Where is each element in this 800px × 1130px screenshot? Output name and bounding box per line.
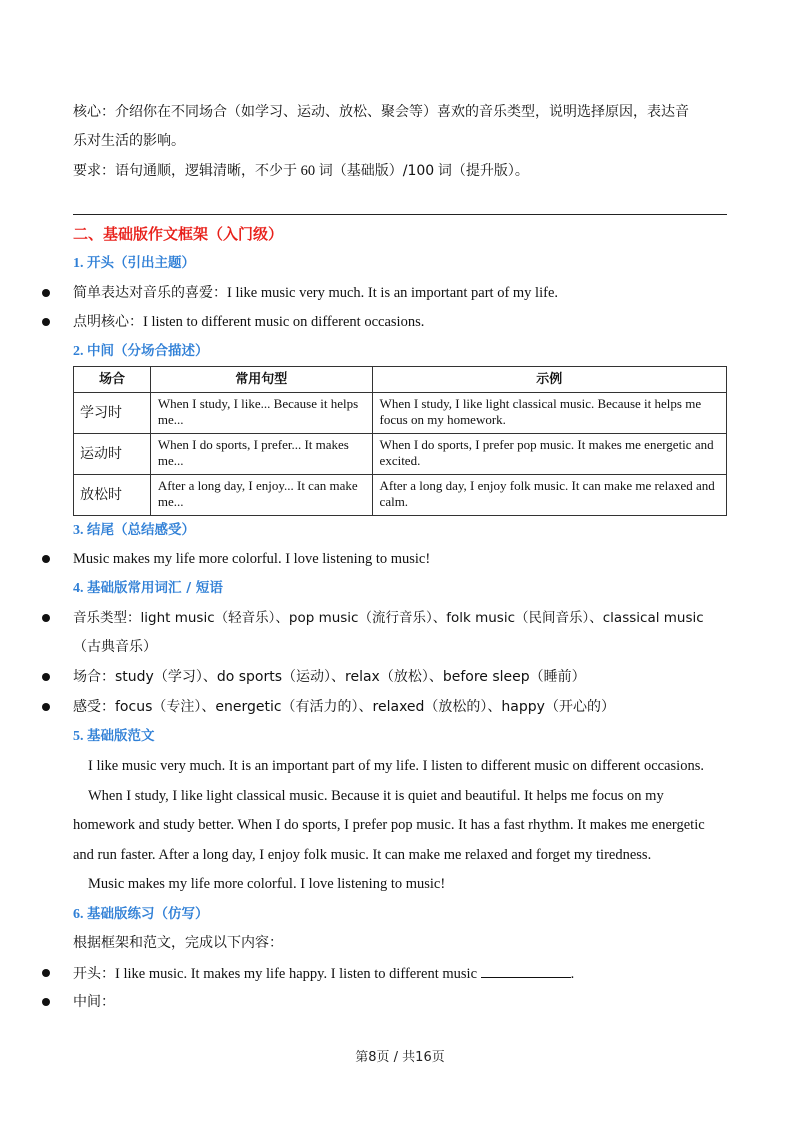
essay-line: When I study, I like light classical music. Because it is quiet and beautiful. It helps me focus on my [88, 788, 664, 804]
req-mid: 词（基础版）/100 [318, 163, 435, 179]
header-pattern: 常用句型 [150, 367, 372, 393]
core-line-2: 乐对生活的影响。 [73, 133, 185, 149]
subsection-6-heading: 6. 基础版练习（仿写） [73, 906, 209, 922]
bullet-icon [42, 614, 50, 622]
essay-line: Music makes my life more colorful. I love listening to music! [88, 876, 446, 892]
section-title: 二、基础版作文框架（入门级） [73, 225, 284, 243]
bullet-icon [42, 969, 50, 977]
essay-line: I like music very much. It is an important part of my life. I listen to different music on different occasions. [88, 758, 704, 774]
bullet-icon [42, 998, 50, 1006]
header-scene: 场合 [74, 367, 151, 393]
page-footer: 第8页 / 共16页 [355, 1050, 445, 1065]
occasion-table [73, 366, 727, 516]
subsection-5-heading: 5. 基础版范文 [73, 728, 155, 744]
req-n2: 词（提升版）。 [437, 163, 529, 179]
fill-in-blank[interactable] [481, 963, 571, 978]
table-row: 运动时 When I do sports, I prefer... It makes me... When I do sports, I prefer pop music. It makes me energetic and excited. [74, 434, 727, 475]
core-line-1: 核心：介绍你在不同场合（如学习、运动、放松、聚会等）喜欢的音乐类型，说明选择原因，表达音 [73, 104, 689, 120]
req-n1: 60 [300, 163, 316, 179]
subsection-4-heading: 4. 基础版常用词汇 / 短语 [73, 580, 223, 596]
bullet-icon [42, 555, 50, 563]
table-row: 学习时 When I study, I like... Because it helps me... When I study, I like light classical music. Because it helps me focus on my homework. [74, 393, 727, 434]
document-page: 核心：介绍你在不同场合（如学习、运动、放松、聚会等）喜欢的音乐类型，说明选择原因，表达音 乐对生活的影响。 要求：语句通顺，逻辑清晰，不少于 60 词（基础版）/100 词（提升版）。 二、基础版作文框架（入门级） 1. 开头（引出主题） 简单表达对音乐的喜爱：I like music very much. It is an important part of my life. 点明核心：I listen to different music on different occasions. 2. 中间（分场合描述） 场合 常用句型 示例 学习时 When I study, I like... Because it helps me... When I study, I like light classical music. Because it helps me focus on my homework. 运动时 When I do sports, I prefer... It makes me... When I do sports, I prefer pop music. It makes me energetic and excited. 放松时 After a long day, I enjoy... It can make me... After a long day, I enjoy folk music. It can make me relaxed and calm. 3. 结尾（总结感受） Music makes my life more colorful. I love listening to music! 4. 基础版常用词汇 / 短语 音乐类型：light music（轻音乐）、pop music（流行音乐）、folk music（民间音乐）、classical music （古典音乐） 场合：study（学习）、do sports（运动）、relax（放松）、before sleep（睡前） 感受：focus（专注）、energetic（有活力的）、relaxed（放松的）、happy（开心的） 5. 基础版范文 I like music very much. It is an important part of my life. I listen to different music on different occasions. When I study, I like light classical music. Because it is quiet and beautiful. It helps me focus on my homework and study better. When I do sports, I prefer pop music. It has a fast rhythm. It makes me energetic and run faster. After a long day, I enjoy folk music. It can make me relaxed and forget my tiredness. Music makes my life more colorful. I love listening to music! 6. 基础版练习（仿写） 根据框架和范文，完成以下内容： 开头：I like music. It makes my life happy. I listen to different music . 中间： 第8页 / 共16页 [0, 0, 800, 1130]
bullet-icon [42, 673, 50, 681]
essay-line: homework and study better. When I do sports, I prefer pop music. It has a fast rhythm. It makes me energetic [73, 817, 705, 833]
bullet-icon [42, 289, 50, 297]
requirement-line [73, 161, 529, 181]
subsection-2-heading: 2. 中间（分场合描述） [73, 343, 209, 359]
practice-instruction: 根据框架和范文，完成以下内容： [73, 935, 283, 951]
req-prefix: 要求：语句通顺，逻辑清晰，不少于 [73, 163, 297, 179]
header-example: 示例 [372, 367, 726, 393]
vocab-continuation: （古典音乐） [73, 639, 157, 655]
essay-line: and run faster. After a long day, I enjoy folk music. It can make me relaxed and forget my tiredness. [73, 847, 652, 863]
subsection-3-heading: 3. 结尾（总结感受） [73, 522, 195, 538]
bullet-icon [42, 318, 50, 326]
table-header-row [74, 367, 727, 393]
bullet-icon [42, 703, 50, 711]
section-divider [73, 214, 727, 215]
table-row: 放松时 After a long day, I enjoy... It can make me... After a long day, I enjoy folk music. It can make me relaxed and calm. [74, 475, 727, 516]
subsection-1-heading: 1. 开头（引出主题） [73, 255, 195, 271]
